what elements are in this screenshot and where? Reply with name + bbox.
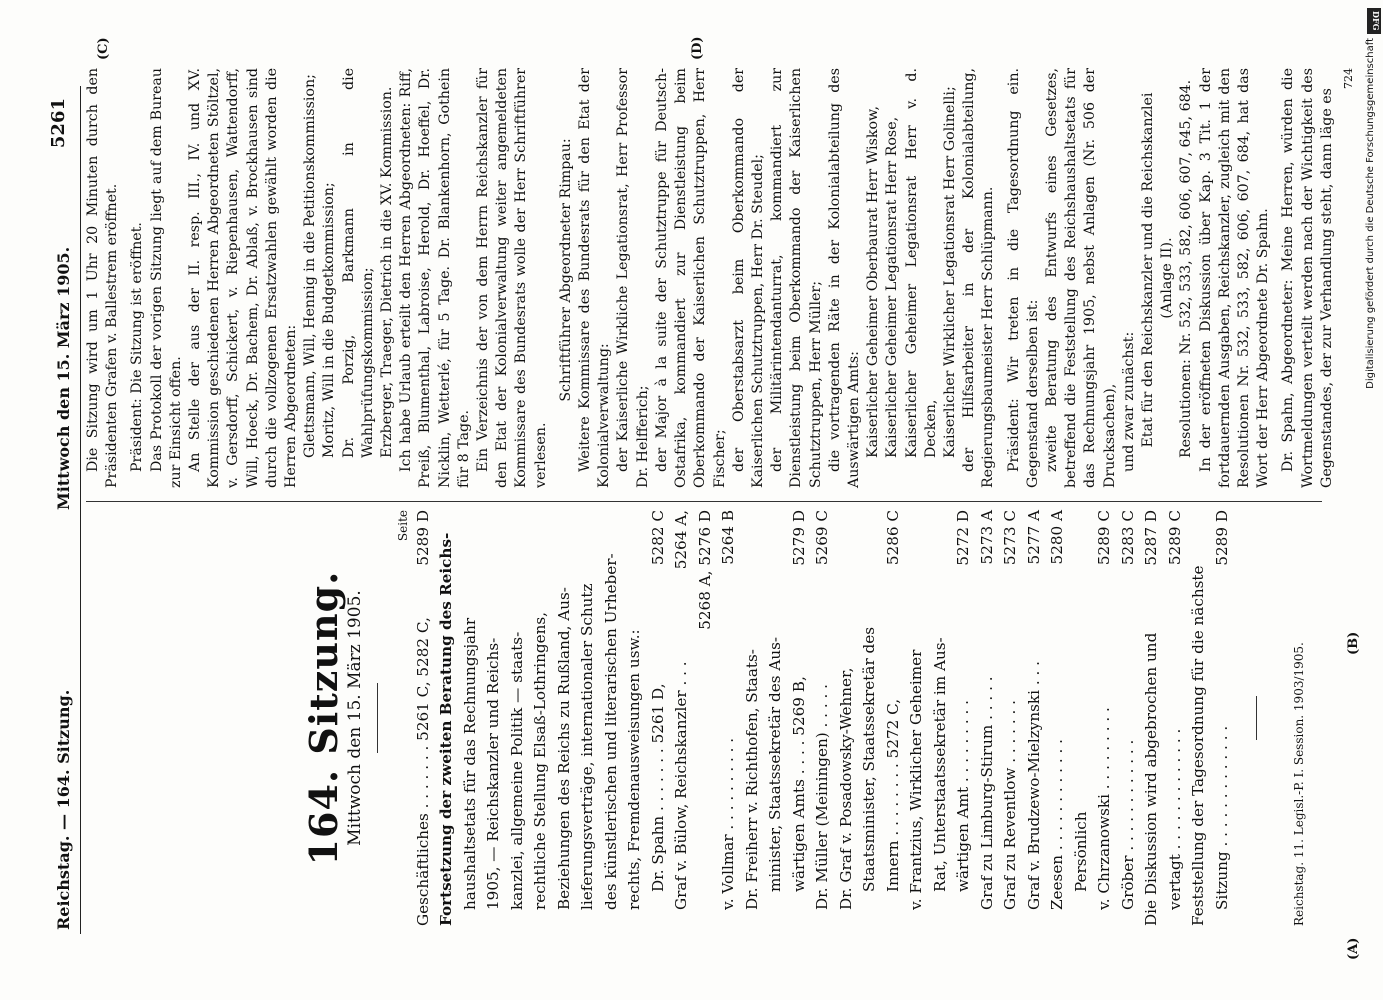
toc-entry-text: v. Chrzanowski . . . . . . . . . <box>1095 707 1113 910</box>
protocol-paragraph: Glettsmann, Will, Hennig in die Petitionskommission; <box>302 74 319 458</box>
protocol-paragraph: der Kaiserliche Wirkliche Legationsrat, Herr Professor Dr. Helfferich; <box>615 68 651 488</box>
toc-entry-page-ref: 5272 D <box>954 510 972 566</box>
toc-entry <box>459 510 483 926</box>
toc-entry <box>670 510 694 926</box>
toc-entry-text: Sitzung . . . . . . . . . . . . . <box>1212 725 1231 910</box>
toc-entry <box>952 510 976 926</box>
protocol-paragraph: Kaiserlicher Geheimer Legationsrat Herr Rose, <box>884 116 901 458</box>
toc-entry <box>1070 510 1094 926</box>
protocol-paragraph: der Major à la suite der Schutztruppe für Deutsch-Ostafrika, kommandiert zur Dienstleistung beim Oberkommando der Kaiserlichen Schutztruppen, Herr Fischer; <box>653 68 728 488</box>
protocol-paragraph: Dr. Spahn, Abgeordneter: Meine Herren, würden die Wortmeldungen verteilt werden nach der Wichtigkeit des Gegenstandes, der zur Verhandlung steht, dann läge es <box>1280 68 1335 488</box>
toc-entry <box>905 510 929 926</box>
toc-entry-page-ref: 5289 D <box>413 510 432 566</box>
toc-entry-text: Graf zu Limburg-Stirum . . . . . <box>977 676 996 910</box>
toc-entry-text: vertagt . . . . . . . . . . . . . <box>1165 728 1184 910</box>
protocol-paragraph: Moritz, Will in die Budgetkommission; <box>321 182 338 458</box>
toc-entry <box>694 510 718 926</box>
toc-entry <box>811 510 835 926</box>
credit-text: Digitalisierung gefördert durch die Deutsche Forschungsgemeinschaft <box>1365 38 1376 389</box>
toc-entry <box>600 510 624 926</box>
toc-entry <box>999 510 1023 926</box>
toc-entry <box>788 510 812 926</box>
toc-entry <box>1046 510 1070 926</box>
toc-entry-text: Staatsminister, Staatssekretär des <box>860 626 878 892</box>
column-divider <box>86 501 1322 502</box>
toc-entry <box>529 510 553 926</box>
toc-entry-text: v. Vollmar . . . . . . . . . . <box>719 737 737 910</box>
session-date: Mittwoch den 15. März 1905. <box>344 590 365 846</box>
toc-entry-text: Rat, Unterstaatssekretär im Aus- <box>930 637 949 892</box>
signature-mark: 724 <box>1342 68 1355 89</box>
page-footer: Reichstag. 11. Legisl.-P. I. Session. 1903/1905. <box>1292 642 1306 926</box>
toc-entry <box>623 510 647 926</box>
toc-entry-text: v. Frantzius, Wirklicher Geheimer <box>907 649 925 910</box>
toc-entry-page-ref: 5273 C <box>1001 510 1019 566</box>
toc-entry-text: Dr. Spahn . . . . . . . 5261 D, <box>648 683 667 892</box>
toc-entry-text: wärtigen Amt . . . . . . . . . <box>954 700 972 892</box>
toc-entry-text: 1905, — Reichskanzler und Reichs- <box>484 637 502 910</box>
toc-entry <box>576 510 600 926</box>
toc-entry <box>929 510 953 926</box>
protocol-paragraph: zweite Beratung des Entwurfs eines Gesetzes, betreffend die Feststellung des Reichshaushaltsetats für das Rechnungsjahr 1905, nebst Anlagen (Nr. 506 der Drucksachen), <box>1043 68 1118 488</box>
toc-entry-page-ref: 5264 B <box>719 510 737 565</box>
toc-end-rule <box>1256 696 1257 740</box>
toc-entry-text: Zeesen . . . . . . . . . . . . <box>1048 739 1066 910</box>
margin-letter-b: (B) <box>1346 631 1361 655</box>
protocol-paragraph: Die Sitzung wird um 1 Uhr 20 Minuten durch den Präsidenten Grafen v. Ballestrem eröffnet. <box>85 68 121 488</box>
toc-entry <box>858 510 882 926</box>
running-header-left: Reichstag. — 164. Sitzung. <box>54 689 73 930</box>
toc-entry-text: Persönlich <box>1071 811 1090 892</box>
protocol-paragraph: der Oberstabsarzt beim Oberkommando der Kaiserlichen Schutztruppen, Herr Dr. Steudel; <box>730 68 766 488</box>
toc-entry-text <box>694 630 718 926</box>
protocol-paragraph: Ein Verzeichnis der von dem Herrn Reichskanzler für den Etat der Kolonialverwaltung weiter angemeldeten Kommissare des Bundesrats wolle der Herr Schriftführer verlesen. <box>475 68 549 488</box>
toc-entry-page-ref: 5289 D <box>1212 510 1231 566</box>
toc-entry-text: haushaltsetats für das Rechnungsjahr <box>460 617 479 910</box>
toc-entry <box>976 510 1000 926</box>
toc-entry-text: Fortsetzung der zweiten Beratung des Reichs- <box>437 532 455 926</box>
toc-entry <box>506 510 530 926</box>
protocol-paragraph: Kaiserlicher Geheimer Legationsrat Herr v. d. Decken, <box>903 68 939 458</box>
toc-entry <box>1140 510 1164 926</box>
running-header-right: Mittwoch den 15. März 1905. <box>54 246 73 510</box>
protocol-paragraph: Schriftführer Abgeordneter Rimpau: <box>557 138 574 402</box>
session-title: 164. Sitzung. <box>301 570 346 866</box>
protocol-paragraph: Dr. Porzig, Barkmann in die Wahlprüfungskommission; <box>340 68 376 458</box>
protocol-paragraph: Weitere Kommissare des Bundesrats für den Etat der Kolonialverwaltung: <box>577 68 613 488</box>
toc-entry <box>764 510 788 926</box>
toc-entry <box>1093 510 1117 926</box>
toc-entry-text: rechtliche Stellung Elsaß-Lothringens, <box>531 612 549 910</box>
toc-entry-text: lieferungsverträge, internationaler Schutz <box>578 583 596 910</box>
toc-entry-text: Gröber . . . . . . . . . . . . <box>1118 739 1137 910</box>
toc-entry-text: Feststellung der Tagesordnung für die nächste <box>1189 565 1207 926</box>
protocol-paragraph: Kaiserlicher Wirklicher Legationsrat Herr Golinelli; <box>941 86 958 458</box>
margin-letter-c: (C) <box>96 37 111 60</box>
seite-label: Seite <box>396 510 410 542</box>
protocol-paragraph: Kaiserlicher Geheimer Oberbaurat Herr Wiskow, <box>865 106 882 458</box>
toc-entry-text: wärtigen Amts . . . . 5269 B, <box>789 676 808 892</box>
protocol-paragraph: Resolutionen: Nr. 532, 533, 582, 606, 607, 645, 684. <box>1178 79 1195 458</box>
toc-entry-text: Dr. Graf v. Posadowsky-Wehner, <box>836 667 855 910</box>
margin-letter-a: (A) <box>1346 937 1361 960</box>
margin-letter-d: (D) <box>690 36 705 60</box>
toc-entry-page-ref: 5282 C <box>648 510 667 566</box>
toc-entry-page-ref: 5264 A, <box>672 510 690 570</box>
toc-entry <box>882 510 906 926</box>
toc-entry-page-ref: 5269 C <box>813 510 831 566</box>
toc-entry-text: minister, Staatssekretär des Aus- <box>766 636 784 892</box>
toc-entry <box>647 510 671 926</box>
protocol-paragraph: Ich habe Urlaub erteilt den Herren Abgeordneten: Riff, Preiß, Blumenthal, Labroise, Herold, Dr. Hoeffel, Dr. Nicklin, Wetterlé, für 5 Tage. Dr. Blankenhorn, Gothein für 8 Tage. <box>398 68 472 488</box>
toc-entry <box>741 510 765 926</box>
toc-entry-page-ref: 5289 C <box>1095 510 1113 566</box>
protocol-paragraph: Präsident: Die Sitzung ist eröffnet. <box>129 222 146 472</box>
dfg-badge: DFG <box>1367 8 1381 34</box>
toc-entry-page-ref: 5268 A, 5276 D <box>695 510 714 630</box>
digitization-credit <box>1365 8 1383 993</box>
toc-entry-text: Beziehungen des Reichs zu Rußland, Aus- <box>554 587 573 910</box>
toc-entry-page-ref: 5280 A <box>1048 510 1066 565</box>
right-column <box>84 68 1358 488</box>
toc-entry <box>717 510 741 926</box>
header-rule <box>80 86 81 934</box>
toc-entry-text: Geschäftliches . . . . . . . 5261 C, 5282 C, <box>413 617 432 926</box>
protocol-paragraph: In der eröffneten Diskussion über Kap. 3 Tit. 1 der fortdauernden Ausgaben, Reichskanzler, zugleich mit den Resolutionen Nr. 532, 533, 582, 606, 607, 684, hat das Wort der Herr Abgeordnete Dr. Spahn. <box>1197 68 1272 488</box>
protocol-paragraph: Erzberger, Traeger, Dietrich in die XV. Kommission. <box>379 86 396 458</box>
toc-entry <box>553 510 577 926</box>
title-rule <box>377 683 378 753</box>
toc-entry-page-ref: 5287 D <box>1142 510 1160 566</box>
protocol-paragraph: An Stelle der aus der II. resp. III., IV. und XV. Kommission geschiedenen Herren Abgeordneten Stöltzel, v. Gersdorff, Schickert, v. Riepenhausen, Wattendorff, Will, Hoeck, Dr. Bachem, Dr. Ablaß, v. Brockhausen sind durch die vollzogenen Ersatzwahlen gewählt worden die Herren Abgeordneten: <box>187 68 300 488</box>
toc-entry-page-ref: 5273 A <box>977 510 996 565</box>
toc-entry <box>1211 510 1235 926</box>
toc-entry-text: Dr. Freiherr v. Richthofen, Staats- <box>742 649 761 910</box>
protocol-paragraph: Etat für den Reichskanzler und die Reichskanzlei (Anlage II). <box>1139 92 1176 448</box>
protocol-paragraph: und zwar zunächst: <box>1120 331 1137 472</box>
toc-entry-page-ref: 5277 A <box>1024 510 1043 565</box>
toc-entry-text: kanzlei, allgemeine Politik — staats- <box>507 631 526 910</box>
left-column <box>84 510 1271 926</box>
toc-entry-page-ref: 5289 C <box>1165 510 1184 566</box>
toc-entry-text: Die Diskussion wird abgebrochen und <box>1142 632 1160 926</box>
protocol-paragraph: der Hilfsarbeiter in der Kolonialabteilung, Regierungsbaumeister Herr Schlüpmann. <box>961 68 997 488</box>
toc-entry <box>1164 510 1188 926</box>
toc-entry <box>1187 510 1211 926</box>
toc-entry-text: des künstlerischen und literarischen Urheber- <box>601 553 620 910</box>
toc-entry-text: rechts, Fremdenausweisungen usw.: <box>625 629 643 910</box>
toc-entry-text: Graf v. Bülow, Reichskanzler . . . <box>672 661 690 910</box>
toc-entry <box>482 510 506 926</box>
toc-entry <box>835 510 859 926</box>
table-of-contents <box>412 510 1235 926</box>
toc-entry-text: Innern . . . . . . . . 5272 C, <box>883 698 902 892</box>
protocol-paragraph: der Militärintendanturrat, kommandiert zur Dienstleistung beim Oberkommando der Kaiserlichen Schutztruppen, Herr Müller; <box>769 68 824 488</box>
toc-entry-text: Dr. Müller (Meiningen) . . . . . <box>813 684 831 910</box>
page-number: 5261 <box>48 98 69 149</box>
toc-entry <box>412 510 436 926</box>
toc-entry-page-ref: 5279 D <box>789 510 808 566</box>
protocol-paragraph: die vortragenden Räte in der Kolonialabteilung des Auswärtigen Amts: <box>826 68 862 488</box>
protocol-paragraph: Das Protokoll der vorigen Sitzung liegt auf dem Bureau zur Einsicht offen. <box>148 68 184 488</box>
toc-entry-page-ref: 5283 C <box>1118 510 1137 566</box>
toc-entry-text: Graf zu Reventlow . . . . . . . <box>1001 700 1019 910</box>
toc-entry-text: Graf v. Brudzewo-Mielzynski . . . <box>1024 661 1043 910</box>
toc-entry <box>1117 510 1141 926</box>
toc-entry <box>435 510 459 926</box>
toc-entry <box>1023 510 1047 926</box>
toc-entry-page-ref: 5286 C <box>883 510 902 566</box>
protocol-paragraph: Präsident: Wir treten in die Tagesordnung ein. Gegenstand derselben ist: <box>1005 68 1041 488</box>
